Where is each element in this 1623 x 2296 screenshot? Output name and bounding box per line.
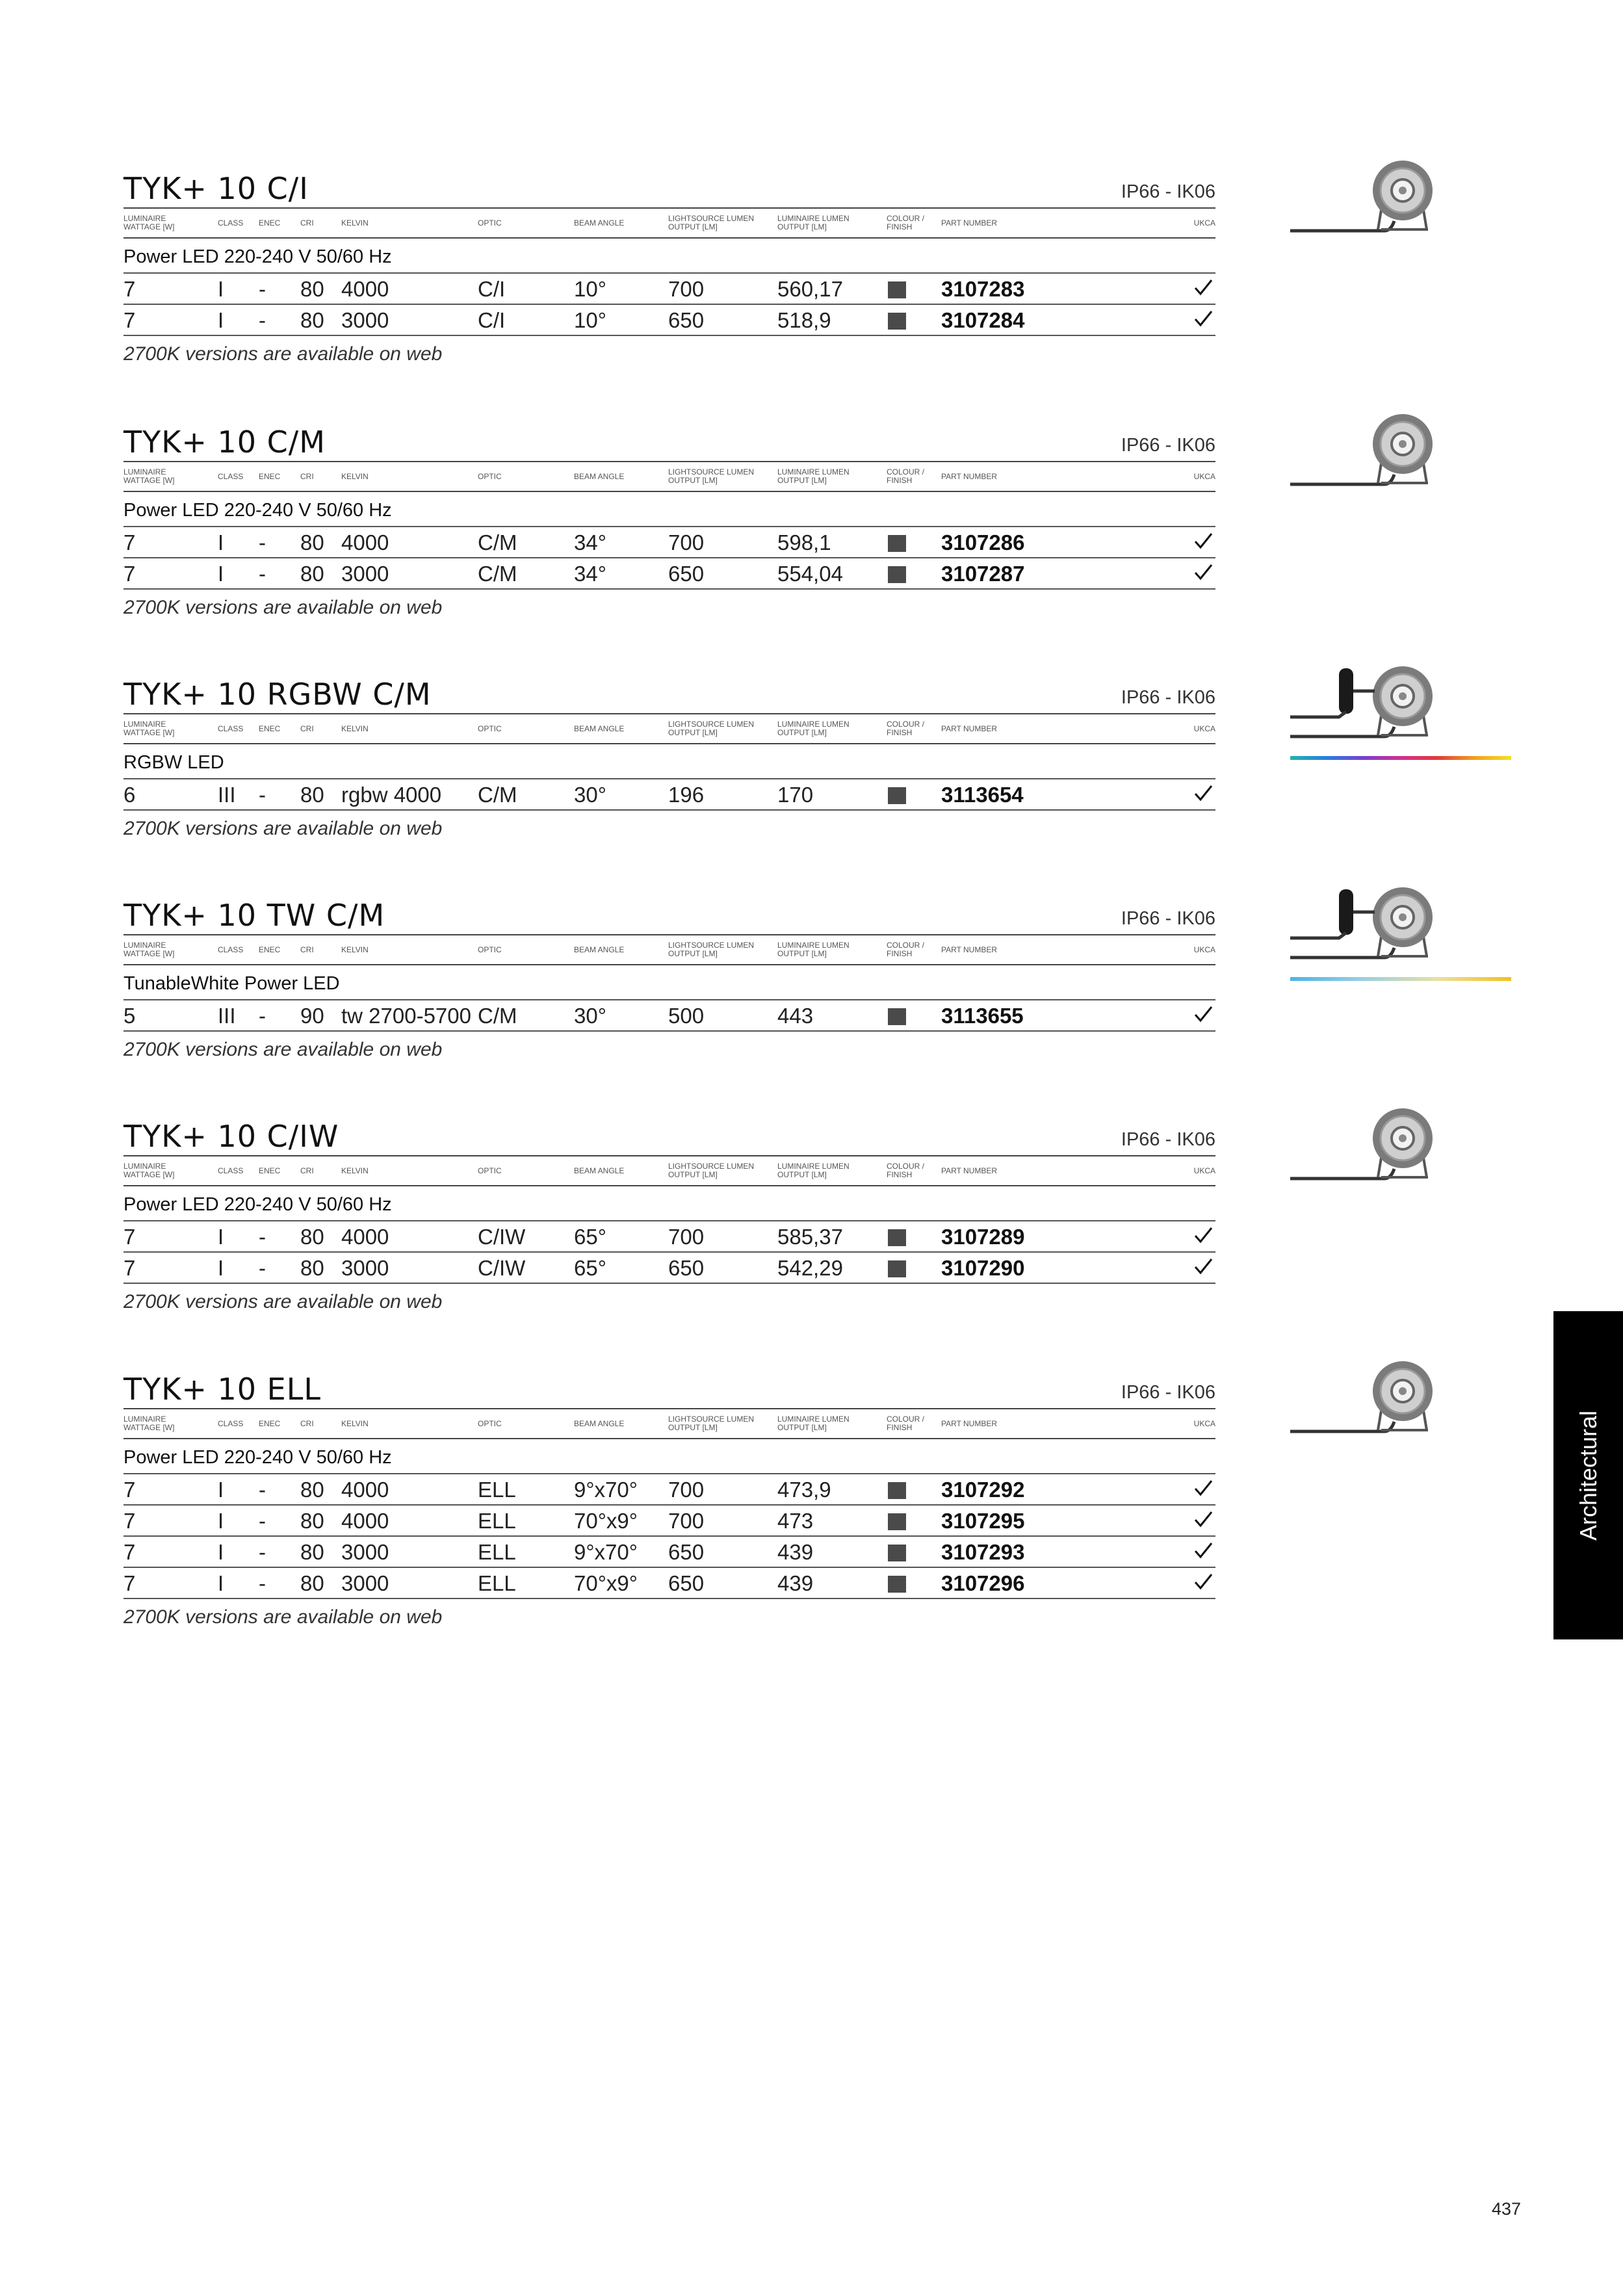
ukca-check-icon <box>1193 1257 1213 1276</box>
cell-lightsource-lumen: 650 <box>668 1540 705 1564</box>
column-header-beam: BEAM ANGLE <box>574 1418 625 1428</box>
column-header-ls_lumen: LIGHTSOURCE LUMEN OUTPUT [LM] <box>668 720 755 737</box>
table-row <box>123 1535 1215 1568</box>
connector <box>1339 668 1353 714</box>
availability-note: 2700K versions are available on web <box>123 1039 443 1060</box>
ukca-check-icon <box>1193 1572 1213 1591</box>
part-number[interactable]: 3107283 <box>941 277 1025 301</box>
cell-enec: - <box>259 308 266 332</box>
table-row <box>123 526 1215 558</box>
ukca-check-icon <box>1193 531 1213 551</box>
column-header-lum_lumen: LUMINAIRE LUMEN OUTPUT [LM] <box>777 467 850 485</box>
cell-lightsource-lumen: 650 <box>668 1571 705 1595</box>
cell-kelvin: 4000 <box>341 530 389 554</box>
column-header-cri: CRI <box>300 945 314 954</box>
section-title: TYK+ 10 RGBW C/M <box>123 677 432 712</box>
cell-cri: 80 <box>300 1225 324 1249</box>
cell-wattage: 7 <box>123 308 136 332</box>
cell-kelvin: 3000 <box>341 308 389 332</box>
column-header-ukca: UKCA <box>1193 724 1215 733</box>
column-header-enec: ENEC <box>259 471 281 481</box>
column-header-part: PART NUMBER <box>941 724 998 733</box>
section-title: TYK+ 10 TW C/M <box>123 898 385 933</box>
cell-enec: - <box>259 562 266 586</box>
column-header-ls_lumen: LIGHTSOURCE LUMEN OUTPUT [LM] <box>668 1162 755 1179</box>
column-header-optic: OPTIC <box>478 945 502 954</box>
column-header-optic: OPTIC <box>478 724 502 733</box>
ip-rating: IP66 - IK06 <box>1121 687 1215 708</box>
cell-beam: 30° <box>574 1004 606 1028</box>
product-image-spot-light <box>1284 1107 1518 1198</box>
table-row <box>123 1251 1215 1284</box>
light-source-type: RGBW LED <box>123 752 224 773</box>
column-header-part: PART NUMBER <box>941 1166 998 1175</box>
cell-kelvin: 4000 <box>341 1478 389 1502</box>
column-header-colour: COLOUR / FINISH <box>887 941 925 958</box>
column-header-class: CLASS <box>218 218 244 228</box>
ukca-check-icon <box>1193 278 1213 297</box>
column-header-part: PART NUMBER <box>941 218 998 228</box>
column-header-beam: BEAM ANGLE <box>574 218 625 228</box>
tunable-white-strip <box>1290 977 1511 981</box>
part-number[interactable]: 3107286 <box>941 530 1025 554</box>
column-header-ls_lumen: LIGHTSOURCE LUMEN OUTPUT [LM] <box>668 1415 755 1432</box>
part-number[interactable]: 3107296 <box>941 1571 1025 1595</box>
column-header-part: PART NUMBER <box>941 945 998 954</box>
cell-wattage: 7 <box>123 1571 136 1595</box>
cell-lightsource-lumen: 650 <box>668 1256 705 1280</box>
cell-enec: - <box>259 1256 266 1280</box>
table-bottom-rule <box>123 588 1215 590</box>
column-header-colour: COLOUR / FINISH <box>887 1162 925 1179</box>
cell-lightsource-lumen: 700 <box>668 1478 705 1502</box>
cell-cri: 80 <box>300 530 324 554</box>
column-header-cri: CRI <box>300 724 314 733</box>
cell-beam: 34° <box>574 530 606 554</box>
part-number[interactable]: 3107290 <box>941 1256 1025 1280</box>
cell-beam: 10° <box>574 308 606 332</box>
column-header-wattage: LUMINAIRE WATTAGE [W] <box>123 214 175 231</box>
led-core <box>1399 1387 1407 1395</box>
table-bottom-rule <box>123 1598 1215 1599</box>
cell-enec: - <box>259 783 266 807</box>
ukca-check-icon <box>1193 1509 1213 1529</box>
cell-lightsource-lumen: 700 <box>668 530 705 554</box>
led-core <box>1399 913 1407 921</box>
column-header-enec: ENEC <box>259 724 281 733</box>
column-header-cri: CRI <box>300 218 314 228</box>
table-row <box>123 1220 1215 1253</box>
cell-class: I <box>218 530 224 554</box>
cell-cri: 80 <box>300 783 324 807</box>
table-bottom-rule <box>123 809 1215 811</box>
cell-class: III <box>218 783 236 807</box>
column-header-kelvin: KELVIN <box>341 471 369 481</box>
cell-enec: - <box>259 1478 266 1502</box>
cell-lightsource-lumen: 650 <box>668 562 705 586</box>
section-title: TYK+ 10 ELL <box>123 1372 322 1407</box>
cell-luminaire-lumen: 585,37 <box>777 1225 843 1249</box>
page-number: 437 <box>1491 2199 1521 2219</box>
column-header-beam: BEAM ANGLE <box>574 724 625 733</box>
column-header-beam: BEAM ANGLE <box>574 471 625 481</box>
light-source-type: Power LED 220-240 V 50/60 Hz <box>123 1447 392 1468</box>
column-header-kelvin: KELVIN <box>341 1418 369 1428</box>
cell-beam: 30° <box>574 783 606 807</box>
cell-luminaire-lumen: 542,29 <box>777 1256 843 1280</box>
cell-cri: 80 <box>300 1256 324 1280</box>
column-header-enec: ENEC <box>259 218 281 228</box>
cell-lightsource-lumen: 650 <box>668 308 705 332</box>
table-bottom-rule <box>123 1030 1215 1032</box>
cell-wattage: 7 <box>123 1478 136 1502</box>
cell-cri: 80 <box>300 562 324 586</box>
ip-rating: IP66 - IK06 <box>1121 908 1215 929</box>
cell-beam: 70°x9° <box>574 1509 638 1533</box>
cell-luminaire-lumen: 439 <box>777 1571 814 1595</box>
cell-wattage: 6 <box>123 783 136 807</box>
column-header-optic: OPTIC <box>478 1166 502 1175</box>
finish-swatch <box>888 787 906 804</box>
column-header-enec: ENEC <box>259 945 281 954</box>
cell-beam: 10° <box>574 277 606 301</box>
finish-swatch <box>888 1008 906 1025</box>
column-header-kelvin: KELVIN <box>341 945 369 954</box>
cell-enec: - <box>259 277 266 301</box>
cell-optic: C/M <box>478 562 517 586</box>
product-image-spot-light <box>1284 1360 1518 1451</box>
cell-lightsource-lumen: 700 <box>668 1225 705 1249</box>
ip-rating: IP66 - IK06 <box>1121 1129 1215 1150</box>
cell-luminaire-lumen: 439 <box>777 1540 814 1564</box>
cell-class: I <box>218 1256 224 1280</box>
ip-rating: IP66 - IK06 <box>1121 1382 1215 1403</box>
cell-cri: 80 <box>300 1509 324 1533</box>
ukca-check-icon <box>1193 1478 1213 1498</box>
cell-enec: - <box>259 1225 266 1249</box>
cell-enec: - <box>259 1004 266 1028</box>
column-header-wattage: LUMINAIRE WATTAGE [W] <box>123 720 175 737</box>
cell-optic: C/I <box>478 308 506 332</box>
light-source-type: Power LED 220-240 V 50/60 Hz <box>123 246 392 267</box>
column-header-class: CLASS <box>218 1418 244 1428</box>
product-image-spot-light <box>1284 413 1518 504</box>
column-header-kelvin: KELVIN <box>341 218 369 228</box>
column-header-ukca: UKCA <box>1193 945 1215 954</box>
cell-lightsource-lumen: 700 <box>668 277 705 301</box>
section-title: TYK+ 10 C/IW <box>123 1119 339 1154</box>
column-header-cri: CRI <box>300 471 314 481</box>
availability-note: 2700K versions are available on web <box>123 343 443 365</box>
cell-enec: - <box>259 1509 266 1533</box>
cell-beam: 65° <box>574 1225 606 1249</box>
cell-class: I <box>218 562 224 586</box>
led-core <box>1399 440 1407 448</box>
table-row <box>123 304 1215 336</box>
cell-lightsource-lumen: 196 <box>668 783 705 807</box>
table-bottom-rule <box>123 1283 1215 1284</box>
column-header-enec: ENEC <box>259 1166 281 1175</box>
cell-cri: 80 <box>300 308 324 332</box>
column-header-ls_lumen: LIGHTSOURCE LUMEN OUTPUT [LM] <box>668 941 755 958</box>
table-row <box>123 272 1215 305</box>
column-header-class: CLASS <box>218 471 244 481</box>
column-header-lum_lumen: LUMINAIRE LUMEN OUTPUT [LM] <box>777 941 850 958</box>
column-header-colour: COLOUR / FINISH <box>887 214 925 231</box>
cell-wattage: 7 <box>123 1540 136 1564</box>
part-number[interactable]: 3113655 <box>941 1004 1024 1028</box>
ukca-check-icon <box>1193 1541 1213 1560</box>
column-header-class: CLASS <box>218 1166 244 1175</box>
cell-luminaire-lumen: 170 <box>777 783 814 807</box>
cell-optic: C/M <box>478 530 517 554</box>
column-header-wattage: LUMINAIRE WATTAGE [W] <box>123 467 175 485</box>
cell-enec: - <box>259 1540 266 1564</box>
table-row <box>123 778 1215 811</box>
cell-luminaire-lumen: 554,04 <box>777 562 843 586</box>
table-row <box>123 999 1215 1032</box>
cell-wattage: 7 <box>123 530 136 554</box>
product-section <box>123 893 1215 1069</box>
availability-note: 2700K versions are available on web <box>123 597 443 618</box>
table-row <box>123 1504 1215 1537</box>
ip-rating: IP66 - IK06 <box>1121 435 1215 456</box>
cell-kelvin: rgbw 4000 <box>341 783 442 807</box>
cell-kelvin: 3000 <box>341 1571 389 1595</box>
side-tab-label: Architectural <box>1574 1410 1602 1541</box>
cell-kelvin: tw 2700-5700 <box>341 1004 471 1028</box>
product-section <box>123 1114 1215 1322</box>
column-header-wattage: LUMINAIRE WATTAGE [W] <box>123 941 175 958</box>
table-header <box>123 1155 1215 1186</box>
cell-class: I <box>218 308 224 332</box>
cell-class: I <box>218 1509 224 1533</box>
column-header-class: CLASS <box>218 724 244 733</box>
cell-optic: C/IW <box>478 1225 526 1249</box>
product-image-spot-light <box>1284 159 1518 250</box>
cell-lightsource-lumen: 700 <box>668 1509 705 1533</box>
ukca-check-icon <box>1193 1004 1213 1024</box>
column-header-enec: ENEC <box>259 1418 281 1428</box>
cell-luminaire-lumen: 473 <box>777 1509 814 1533</box>
finish-swatch <box>888 281 906 298</box>
side-tab[interactable] <box>1553 1311 1623 1639</box>
column-header-lum_lumen: LUMINAIRE LUMEN OUTPUT [LM] <box>777 214 850 231</box>
ukca-check-icon <box>1193 309 1213 328</box>
cell-class: I <box>218 1571 224 1595</box>
product-section <box>123 419 1215 627</box>
cell-wattage: 5 <box>123 1004 136 1028</box>
cell-class: I <box>218 277 224 301</box>
finish-swatch <box>888 1229 906 1246</box>
table-row <box>123 1567 1215 1599</box>
cell-cri: 80 <box>300 1571 324 1595</box>
table-header <box>123 713 1215 744</box>
cell-optic: C/I <box>478 277 506 301</box>
cell-beam: 9°x70° <box>574 1540 638 1564</box>
table-header <box>123 461 1215 492</box>
cell-optic: ELL <box>478 1571 516 1595</box>
cell-wattage: 7 <box>123 562 136 586</box>
cell-kelvin: 4000 <box>341 1509 389 1533</box>
column-header-optic: OPTIC <box>478 471 502 481</box>
connector <box>1339 889 1353 935</box>
cell-class: I <box>218 1540 224 1564</box>
column-header-beam: BEAM ANGLE <box>574 1166 625 1175</box>
column-header-ukca: UKCA <box>1193 1418 1215 1428</box>
column-header-ls_lumen: LIGHTSOURCE LUMEN OUTPUT [LM] <box>668 214 755 231</box>
cell-enec: - <box>259 530 266 554</box>
availability-note: 2700K versions are available on web <box>123 1291 443 1312</box>
cell-kelvin: 3000 <box>341 1540 389 1564</box>
table-row <box>123 1473 1215 1506</box>
column-header-colour: COLOUR / FINISH <box>887 1415 925 1432</box>
column-header-cri: CRI <box>300 1166 314 1175</box>
table-row <box>123 557 1215 590</box>
light-source-type: TunableWhite Power LED <box>123 973 340 994</box>
cell-beam: 65° <box>574 1256 606 1280</box>
column-header-kelvin: KELVIN <box>341 1166 369 1175</box>
cell-cri: 80 <box>300 277 324 301</box>
availability-note: 2700K versions are available on web <box>123 1606 443 1628</box>
table-header <box>123 1408 1215 1439</box>
cell-optic: ELL <box>478 1509 516 1533</box>
finish-swatch <box>888 1513 906 1530</box>
section-title: TYK+ 10 C/M <box>123 424 326 460</box>
connector-wire <box>1290 691 1375 717</box>
part-number[interactable]: 3107293 <box>941 1540 1025 1564</box>
column-header-lum_lumen: LUMINAIRE LUMEN OUTPUT [LM] <box>777 720 850 737</box>
finish-swatch <box>888 313 906 330</box>
part-number[interactable]: 3107295 <box>941 1509 1025 1533</box>
cell-beam: 34° <box>574 562 606 586</box>
column-header-wattage: LUMINAIRE WATTAGE [W] <box>123 1415 175 1432</box>
connector-wire <box>1290 912 1375 938</box>
cell-luminaire-lumen: 443 <box>777 1004 814 1028</box>
part-number[interactable]: 3113654 <box>941 783 1024 807</box>
finish-swatch <box>888 566 906 583</box>
product-image-spot-light-connector <box>1284 886 1518 977</box>
cell-class: I <box>218 1225 224 1249</box>
light-source-type: Power LED 220-240 V 50/60 Hz <box>123 500 392 521</box>
rgb-color-strip <box>1290 756 1511 760</box>
ukca-check-icon <box>1193 1225 1213 1245</box>
column-header-cri: CRI <box>300 1418 314 1428</box>
cell-cri: 90 <box>300 1004 324 1028</box>
cell-optic: ELL <box>478 1540 516 1564</box>
cell-optic: ELL <box>478 1478 516 1502</box>
cell-luminaire-lumen: 473,9 <box>777 1478 831 1502</box>
finish-swatch <box>888 1482 906 1499</box>
product-section <box>123 1366 1215 1637</box>
column-header-colour: COLOUR / FINISH <box>887 720 925 737</box>
cell-optic: C/M <box>478 783 517 807</box>
light-source-type: Power LED 220-240 V 50/60 Hz <box>123 1194 392 1215</box>
finish-swatch <box>888 1545 906 1561</box>
ukca-check-icon <box>1193 562 1213 582</box>
cell-kelvin: 4000 <box>341 1225 389 1249</box>
column-header-ls_lumen: LIGHTSOURCE LUMEN OUTPUT [LM] <box>668 467 755 485</box>
column-header-ukca: UKCA <box>1193 218 1215 228</box>
column-header-beam: BEAM ANGLE <box>574 945 625 954</box>
led-core <box>1399 1134 1407 1142</box>
column-header-lum_lumen: LUMINAIRE LUMEN OUTPUT [LM] <box>777 1162 850 1179</box>
cell-luminaire-lumen: 560,17 <box>777 277 843 301</box>
part-number[interactable]: 3107292 <box>941 1478 1025 1502</box>
column-header-class: CLASS <box>218 945 244 954</box>
cell-wattage: 7 <box>123 1225 136 1249</box>
column-header-ukca: UKCA <box>1193 471 1215 481</box>
table-header <box>123 207 1215 239</box>
product-section <box>123 672 1215 848</box>
column-header-optic: OPTIC <box>478 218 502 228</box>
column-header-colour: COLOUR / FINISH <box>887 467 925 485</box>
led-core <box>1399 692 1407 700</box>
cell-optic: C/M <box>478 1004 517 1028</box>
cell-luminaire-lumen: 518,9 <box>777 308 831 332</box>
product-image-spot-light-connector <box>1284 665 1518 756</box>
cell-cri: 80 <box>300 1540 324 1564</box>
column-header-part: PART NUMBER <box>941 471 998 481</box>
cell-optic: C/IW <box>478 1256 526 1280</box>
column-header-kelvin: KELVIN <box>341 724 369 733</box>
cell-luminaire-lumen: 598,1 <box>777 530 831 554</box>
cell-class: III <box>218 1004 236 1028</box>
ukca-check-icon <box>1193 783 1213 803</box>
led-core <box>1399 187 1407 194</box>
finish-swatch <box>888 1576 906 1593</box>
product-section <box>123 166 1215 374</box>
cell-wattage: 7 <box>123 1256 136 1280</box>
cell-wattage: 7 <box>123 277 136 301</box>
column-header-wattage: LUMINAIRE WATTAGE [W] <box>123 1162 175 1179</box>
cell-cri: 80 <box>300 1478 324 1502</box>
cell-kelvin: 3000 <box>341 1256 389 1280</box>
column-header-optic: OPTIC <box>478 1418 502 1428</box>
column-header-part: PART NUMBER <box>941 1418 998 1428</box>
availability-note: 2700K versions are available on web <box>123 818 443 839</box>
table-header <box>123 934 1215 965</box>
part-number[interactable]: 3107289 <box>941 1225 1025 1249</box>
column-header-ukca: UKCA <box>1193 1166 1215 1175</box>
cell-kelvin: 4000 <box>341 277 389 301</box>
cell-beam: 70°x9° <box>574 1571 638 1595</box>
cell-beam: 9°x70° <box>574 1478 638 1502</box>
part-number[interactable]: 3107284 <box>941 308 1025 332</box>
cell-enec: - <box>259 1571 266 1595</box>
cell-kelvin: 3000 <box>341 562 389 586</box>
cell-class: I <box>218 1478 224 1502</box>
cell-lightsource-lumen: 500 <box>668 1004 705 1028</box>
section-title: TYK+ 10 C/I <box>123 171 309 206</box>
finish-swatch <box>888 1260 906 1277</box>
table-bottom-rule <box>123 335 1215 336</box>
column-header-lum_lumen: LUMINAIRE LUMEN OUTPUT [LM] <box>777 1415 850 1432</box>
ip-rating: IP66 - IK06 <box>1121 181 1215 202</box>
part-number[interactable]: 3107287 <box>941 562 1025 586</box>
cell-wattage: 7 <box>123 1509 136 1533</box>
finish-swatch <box>888 535 906 552</box>
